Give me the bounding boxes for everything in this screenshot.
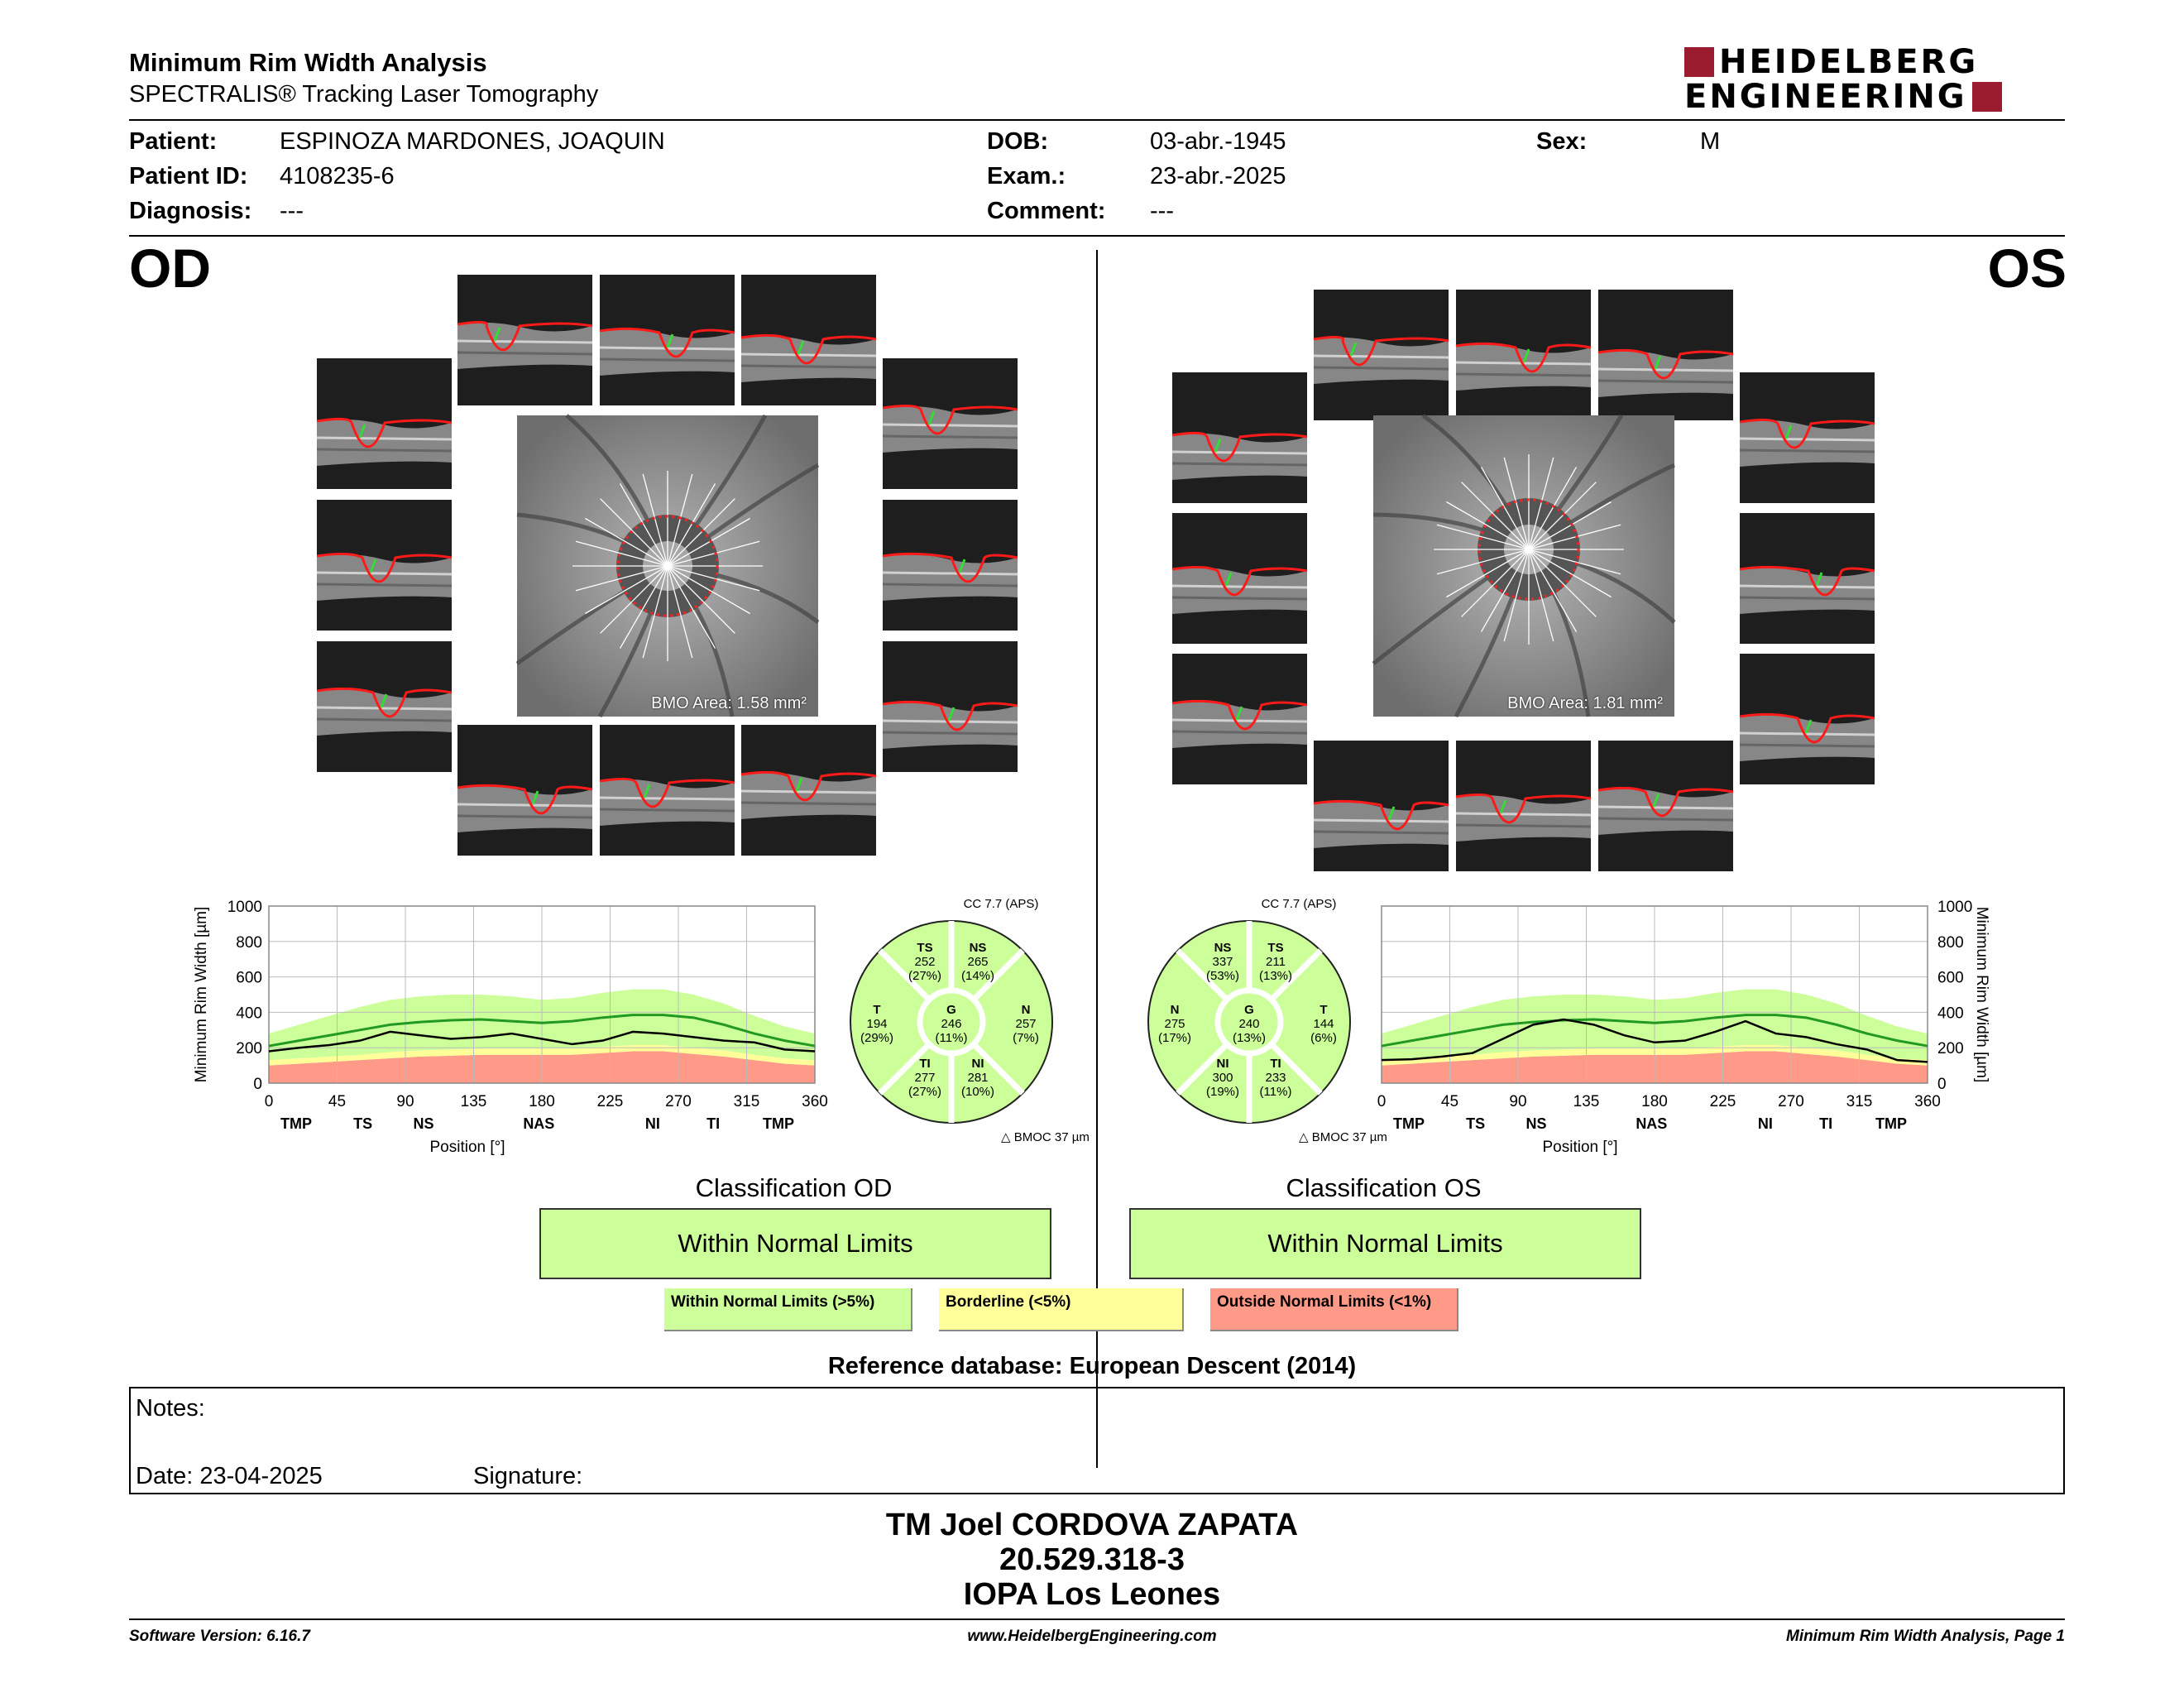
os-oct-scan: [1172, 654, 1307, 784]
sector-value: (19%): [1205, 1085, 1240, 1099]
sector-label: TI: [1819, 1115, 1833, 1132]
od-oct-scan: [457, 275, 592, 405]
sector-value: (53%): [1205, 969, 1240, 983]
sector-label: NI: [1757, 1115, 1773, 1132]
y-axis-label: Minimum Rim Width [µm]: [1973, 906, 1990, 1083]
sector-value: (14%): [960, 969, 995, 983]
od-oct-scan: [600, 725, 735, 856]
os-oct-scan: [1740, 654, 1875, 784]
report-title: Minimum Rim Width Analysis: [129, 48, 487, 77]
od-oct-scan: [317, 641, 452, 772]
od-oct-scan: [600, 275, 735, 405]
sector-label: NAS: [523, 1115, 555, 1132]
x-tick-label: 0: [1377, 1093, 1387, 1110]
website-link[interactable]: www.HeidelbergEngineering.com: [967, 1628, 1217, 1645]
sector-value: (6%): [1310, 1031, 1337, 1045]
sector-value: 194: [866, 1017, 888, 1031]
os-oct-scan: [1740, 513, 1875, 644]
od-oct-scan: [741, 725, 876, 856]
od-oct-scan: [457, 725, 592, 856]
logo-line2: ENGINEERING: [1684, 78, 1967, 116]
legend-outside: [1210, 1288, 1458, 1331]
patient-label: Patient:: [129, 128, 218, 155]
legend-borderline: [939, 1288, 1184, 1331]
sector-label: NI: [644, 1115, 660, 1132]
sector-value: (11%): [1259, 1085, 1292, 1099]
sector-value: 252: [914, 955, 936, 969]
x-tick-label: 90: [396, 1093, 414, 1110]
sector-label: NS: [1525, 1115, 1547, 1132]
x-tick-label: 45: [1440, 1093, 1459, 1110]
sector-name: N: [1021, 1003, 1031, 1017]
od-mrw-chart: [186, 898, 831, 1171]
os-oct-scan: [1172, 372, 1307, 503]
dob-label: DOB:: [987, 128, 1049, 155]
od-oct-scan: [883, 500, 1018, 631]
sector-value: 257: [1015, 1017, 1037, 1031]
y-tick-label: 200: [236, 1040, 262, 1058]
sector-value: 265: [967, 955, 989, 969]
notes-label: Notes:: [136, 1395, 205, 1422]
signatory-rut: 20.529.318-3: [999, 1542, 1185, 1577]
legend-outside-text: Outside Normal Limits (<1%): [1217, 1293, 1432, 1311]
bmoc-label: △ BMOC 37 µm: [1299, 1130, 1387, 1144]
diagnosis-value: ---: [280, 198, 304, 224]
sector-label: TMP: [1393, 1115, 1425, 1132]
sector-name: G: [1244, 1003, 1254, 1017]
y-axis-label: Minimum Rim Width [µm]: [193, 906, 210, 1083]
eye-divider: [1096, 250, 1098, 1468]
software-version: Software Version: 6.16.7: [129, 1628, 310, 1645]
od-fundus-image: [517, 415, 818, 717]
os-oct-scan: [1314, 290, 1449, 420]
os-oct-scan: [1598, 290, 1733, 420]
sector-value: (7%): [1013, 1031, 1039, 1045]
x-tick-label: 0: [264, 1093, 274, 1110]
od-oct-scan: [317, 358, 452, 489]
x-tick-label: 360: [1914, 1093, 1941, 1110]
patient-divider: [129, 235, 2065, 237]
y-tick-label: 200: [1937, 1040, 1964, 1058]
x-axis-label: Position [°]: [1542, 1139, 1618, 1156]
y-tick-label: 0: [253, 1076, 262, 1093]
sex-label: Sex:: [1536, 128, 1588, 155]
sector-value: (17%): [1157, 1031, 1192, 1045]
os-classification-box: [1129, 1208, 1641, 1279]
sex-value: M: [1700, 128, 1721, 155]
sector-label: TMP: [280, 1115, 312, 1132]
sector-name: NI: [971, 1057, 984, 1071]
os-oct-scan: [1456, 290, 1591, 420]
comment-value: ---: [1150, 198, 1174, 224]
od-classification-title: Classification OD: [695, 1173, 893, 1202]
cc-label: CC 7.7 (APS): [963, 897, 1039, 911]
sector-value: (11%): [935, 1031, 968, 1045]
reference-database: Reference database: European Descent (2014): [827, 1353, 1357, 1379]
x-tick-label: 225: [596, 1093, 624, 1110]
bmoc-label: △ BMOC 37 µm: [1001, 1130, 1090, 1144]
sector-name: T: [873, 1003, 881, 1017]
od-label: OD: [129, 237, 211, 299]
x-tick-label: 90: [1509, 1093, 1527, 1110]
os-classification-text: Within Normal Limits: [1267, 1229, 1503, 1258]
sector-value: (13%): [1258, 969, 1293, 983]
y-tick-label: 800: [1937, 933, 1964, 952]
sector-value: 240: [1238, 1017, 1260, 1031]
date-label: Date: 23-04-2025: [136, 1463, 323, 1489]
sector-value: 211: [1266, 955, 1286, 969]
legend-borderline-text: Borderline (<5%): [946, 1293, 1071, 1311]
logo-square-icon: [1684, 47, 1714, 77]
x-tick-label: 180: [529, 1093, 555, 1110]
os-oct-scan: [1456, 741, 1591, 871]
exam-value: 23-abr.-2025: [1150, 163, 1286, 189]
x-tick-label: 180: [1641, 1093, 1668, 1110]
notes-box[interactable]: [129, 1387, 2065, 1494]
y-tick-label: 1000: [1937, 899, 1973, 916]
sector-label: NS: [413, 1115, 434, 1132]
os-fundus-image: [1373, 415, 1674, 717]
signature-label: Signature:: [473, 1463, 583, 1489]
os-classification-title: Classification OS: [1286, 1173, 1482, 1202]
os-oct-scan: [1314, 741, 1449, 871]
sector-value: 277: [914, 1071, 936, 1085]
os-oct-scan: [1598, 741, 1733, 871]
sector-value: (29%): [860, 1031, 894, 1045]
y-tick-label: 400: [1937, 1005, 1964, 1023]
sector-name: T: [1320, 1003, 1328, 1017]
patient-id-label: Patient ID:: [129, 163, 248, 189]
sector-name: TI: [1270, 1057, 1281, 1071]
od-classification-box: [539, 1208, 1051, 1279]
sector-label: TMP: [1875, 1115, 1907, 1132]
sector-value: (10%): [960, 1085, 995, 1099]
exam-label: Exam.:: [987, 163, 1066, 189]
logo-line1: HEIDELBERG: [1719, 43, 1979, 81]
od-oct-scan: [883, 641, 1018, 772]
y-tick-label: 0: [1937, 1076, 1947, 1093]
x-tick-label: 360: [802, 1093, 828, 1110]
sector-value: 144: [1313, 1017, 1334, 1031]
sector-name: G: [946, 1003, 956, 1017]
footer-divider: [129, 1618, 2065, 1620]
od-oct-scan: [741, 275, 876, 405]
x-tick-label: 315: [733, 1093, 760, 1110]
sector-value: 233: [1265, 1071, 1286, 1085]
x-axis-label: Position [°]: [429, 1139, 505, 1156]
os-bmo-area: BMO Area: 1.81 mm²: [1507, 694, 1663, 712]
sector-label: TMP: [763, 1115, 794, 1132]
sector-value: (27%): [908, 1085, 942, 1099]
diagnosis-label: Diagnosis:: [129, 198, 252, 224]
sector-value: 246: [941, 1017, 962, 1031]
x-tick-label: 270: [665, 1093, 692, 1110]
sector-name: NS: [1214, 941, 1232, 955]
signatory-institution: IOPA Los Leones: [963, 1577, 1221, 1612]
x-tick-label: 315: [1846, 1093, 1873, 1110]
od-sector-diagram: [836, 890, 1090, 1144]
patient-id-value: 4108235-6: [280, 163, 395, 189]
x-tick-label: 225: [1709, 1093, 1736, 1110]
logo-square-icon: [1972, 82, 2002, 112]
y-tick-label: 800: [236, 933, 262, 952]
od-oct-scan: [883, 358, 1018, 489]
patient-value: ESPINOZA MARDONES, JOAQUIN: [280, 128, 665, 155]
legend-normal-text: Within Normal Limits (>5%): [671, 1293, 875, 1311]
y-tick-label: 400: [236, 1005, 262, 1023]
sector-label: TS: [353, 1115, 373, 1132]
sector-value: (27%): [908, 969, 942, 983]
sector-name: TS: [1267, 941, 1284, 955]
x-tick-label: 270: [1778, 1093, 1804, 1110]
sector-label: TI: [706, 1115, 721, 1132]
header-divider: [129, 119, 2065, 121]
sector-name: NI: [1216, 1057, 1229, 1071]
y-tick-label: 1000: [227, 899, 262, 916]
legend-normal: [664, 1288, 912, 1331]
y-tick-label: 600: [1937, 969, 1964, 987]
sector-label: TS: [1466, 1115, 1486, 1132]
sector-value: 275: [1164, 1017, 1185, 1031]
os-oct-scan: [1740, 372, 1875, 503]
signatory-name: TM Joel CORDOVA ZAPATA: [885, 1508, 1299, 1542]
page-label: Minimum Rim Width Analysis, Page 1: [1786, 1628, 2065, 1645]
sector-name: N: [1170, 1003, 1180, 1017]
od-oct-scan: [317, 500, 452, 631]
sector-value: 281: [967, 1071, 989, 1085]
sector-name: TS: [917, 941, 933, 955]
sector-value: 300: [1212, 1071, 1233, 1085]
y-tick-label: 600: [236, 969, 262, 987]
sector-name: TI: [919, 1057, 931, 1071]
sector-value: 337: [1212, 955, 1233, 969]
cc-label: CC 7.7 (APS): [1261, 897, 1337, 911]
heidelberg-logo: [1684, 45, 2070, 114]
x-tick-label: 45: [328, 1093, 347, 1110]
od-bmo-area: BMO Area: 1.58 mm²: [651, 694, 807, 712]
os-mrw-chart: [1365, 898, 2027, 1171]
os-sector-diagram: [1133, 890, 1387, 1144]
dob-value: 03-abr.-1945: [1150, 128, 1286, 155]
x-tick-label: 135: [1573, 1093, 1600, 1110]
sector-name: NS: [969, 941, 987, 955]
sector-label: NAS: [1636, 1115, 1668, 1132]
os-label: OS: [1987, 237, 2067, 299]
sector-value: (13%): [1232, 1031, 1267, 1045]
od-classification-text: Within Normal Limits: [678, 1229, 913, 1258]
comment-label: Comment:: [987, 198, 1106, 224]
report-subtitle: SPECTRALIS® Tracking Laser Tomography: [129, 81, 599, 108]
os-oct-scan: [1172, 513, 1307, 644]
x-tick-label: 135: [460, 1093, 487, 1110]
